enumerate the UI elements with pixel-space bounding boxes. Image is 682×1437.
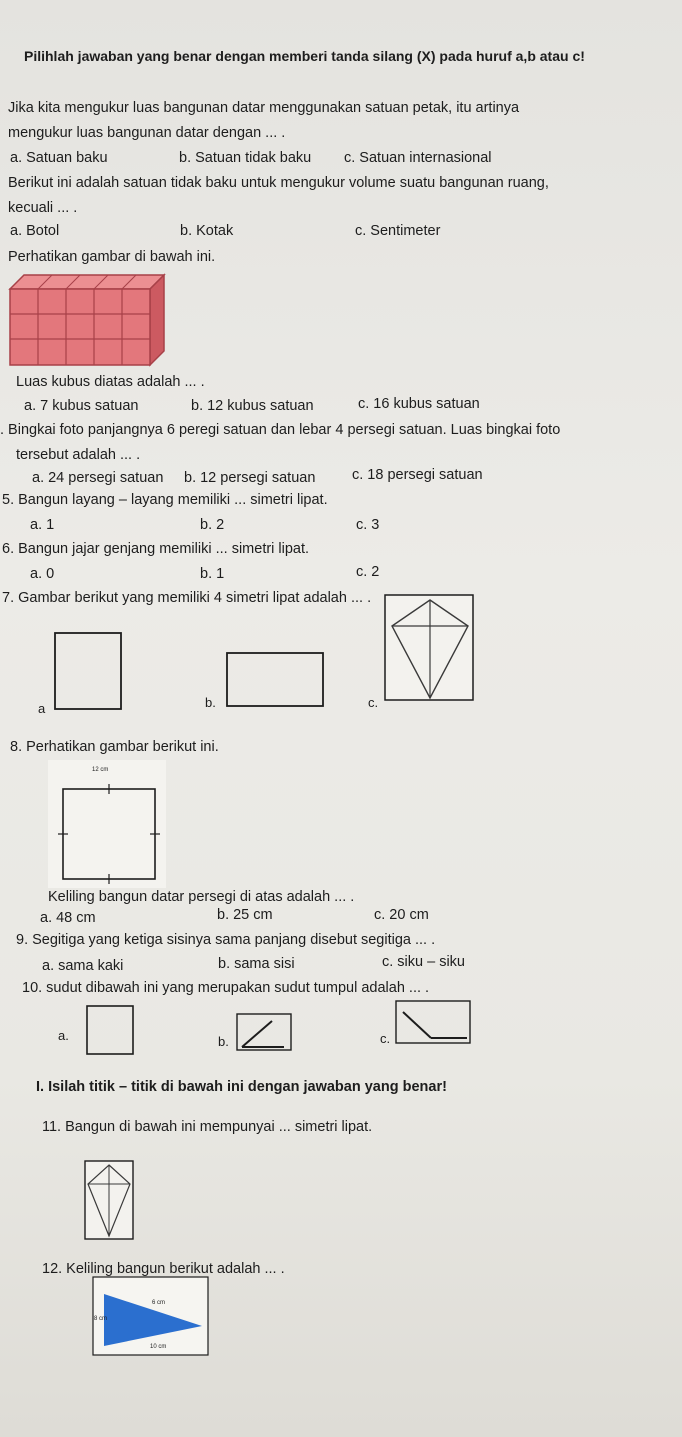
q7-kite-figure[interactable] xyxy=(384,594,476,704)
q8-square-figure xyxy=(62,788,158,884)
q10-option-a[interactable]: a. xyxy=(58,1028,69,1043)
q8-intro: 8. Perhatikan gambar berikut ini. xyxy=(10,739,219,755)
q10-option-c[interactable]: c. xyxy=(380,1031,391,1046)
q12-label-bottom: 10 cm xyxy=(150,1344,167,1350)
q6-option-a[interactable]: a. 0 xyxy=(30,566,55,582)
q12-label-left: 8 cm xyxy=(94,1316,108,1322)
q3-option-b[interactable]: b. 12 kubus satuan xyxy=(191,398,314,414)
q7-option-b[interactable]: b. xyxy=(205,695,216,710)
q1-line1: Jika kita mengukur luas bangunan datar menggunakan satuan petak, itu artinya xyxy=(8,100,520,116)
q2-option-c[interactable]: c. Sentimeter xyxy=(355,223,441,239)
q12-question: 12. Keliling bangun berikut adalah ... . xyxy=(42,1261,285,1277)
section2-heading: I. Isilah titik – titik di bawah ini dengan jawaban yang benar! xyxy=(36,1079,447,1095)
q8-option-b[interactable]: b. 25 cm xyxy=(217,907,273,923)
q1-option-c[interactable]: c. Satuan internasional xyxy=(344,150,492,166)
q5-option-a[interactable]: a. 1 xyxy=(30,517,55,533)
q5-question: 5. Bangun layang – layang memiliki ... simetri lipat. xyxy=(2,492,328,508)
q8-option-a[interactable]: a. 48 cm xyxy=(40,910,96,926)
q10-option-b[interactable]: b. xyxy=(218,1034,229,1049)
unit-cubes-figure xyxy=(10,275,170,367)
q10-angle-c-figure[interactable] xyxy=(395,1000,473,1046)
q9-option-c[interactable]: c. siku – siku xyxy=(382,954,465,970)
q3-question: Luas kubus diatas adalah ... . xyxy=(16,374,205,390)
q7-question: 7. Gambar berikut yang memiliki 4 simetri lipat adalah ... . xyxy=(2,590,372,606)
q5-option-c[interactable]: c. 3 xyxy=(356,517,380,533)
q10-question: 10. sudut dibawah ini yang merupakan sudut tumpul adalah ... . xyxy=(22,980,430,996)
q6-option-b[interactable]: b. 1 xyxy=(200,566,225,582)
q8-question: Keliling bangun datar persegi di atas adalah ... . xyxy=(48,889,355,905)
q7-rectangle-figure[interactable] xyxy=(226,652,326,708)
q4-line2: tersebut adalah ... . xyxy=(16,447,141,463)
q7-option-c[interactable]: c. xyxy=(368,695,379,710)
q12-label-top: 6 cm xyxy=(152,1300,166,1306)
q5-option-b[interactable]: b. 2 xyxy=(200,517,225,533)
q10-angle-b-figure[interactable] xyxy=(236,1013,294,1053)
q10-angle-a-figure[interactable] xyxy=(86,1005,136,1057)
q8-figure-label: 12 cm xyxy=(92,767,109,773)
q2-line2: kecuali ... . xyxy=(8,200,78,216)
q4-line1: . Bingkai foto panjangnya 6 peregi satuan dan lebar 4 persegi satuan. Luas bingkai foto xyxy=(0,422,561,438)
q9-option-a[interactable]: a. sama kaki xyxy=(42,958,124,974)
q1-line2: mengukur luas bangunan datar dengan ... . xyxy=(8,125,286,141)
q3-option-a[interactable]: a. 7 kubus satuan xyxy=(24,398,139,414)
q7-square-figure[interactable] xyxy=(54,632,124,712)
q11-question: 11. Bangun di bawah ini mempunyai ... simetri lipat. xyxy=(42,1119,373,1135)
q8-option-c[interactable]: c. 20 cm xyxy=(374,907,429,923)
q9-option-b[interactable]: b. sama sisi xyxy=(218,956,295,972)
q1-option-b[interactable]: b. Satuan tidak baku xyxy=(179,150,312,166)
instruction: Pilihlah jawaban yang benar dengan memberi tanda silang (X) pada huruf a,b atau c! xyxy=(24,48,585,64)
q11-kite-figure xyxy=(84,1160,136,1242)
q4-option-b[interactable]: b. 12 persegi satuan xyxy=(184,470,316,486)
q4-option-a[interactable]: a. 24 persegi satuan xyxy=(32,470,164,486)
q2-option-a[interactable]: a. Botol xyxy=(10,223,60,239)
q1-option-a[interactable]: a. Satuan baku xyxy=(10,150,108,166)
q4-option-c[interactable]: c. 18 persegi satuan xyxy=(352,467,483,483)
q3-option-c[interactable]: c. 16 kubus satuan xyxy=(358,396,480,412)
q6-option-c[interactable]: c. 2 xyxy=(356,564,380,580)
q2-option-b[interactable]: b. Kotak xyxy=(180,223,234,239)
q2-line1: Berikut ini adalah satuan tidak baku untuk mengukur volume suatu bangunan ruang, xyxy=(8,175,549,191)
q6-question: 6. Bangun jajar genjang memiliki ... simetri lipat. xyxy=(2,541,310,557)
q3-intro: Perhatikan gambar di bawah ini. xyxy=(8,249,216,265)
q7-option-a[interactable]: a xyxy=(38,701,46,716)
q9-question: 9. Segitiga yang ketiga sisinya sama panjang disebut segitiga ... . xyxy=(16,932,436,948)
